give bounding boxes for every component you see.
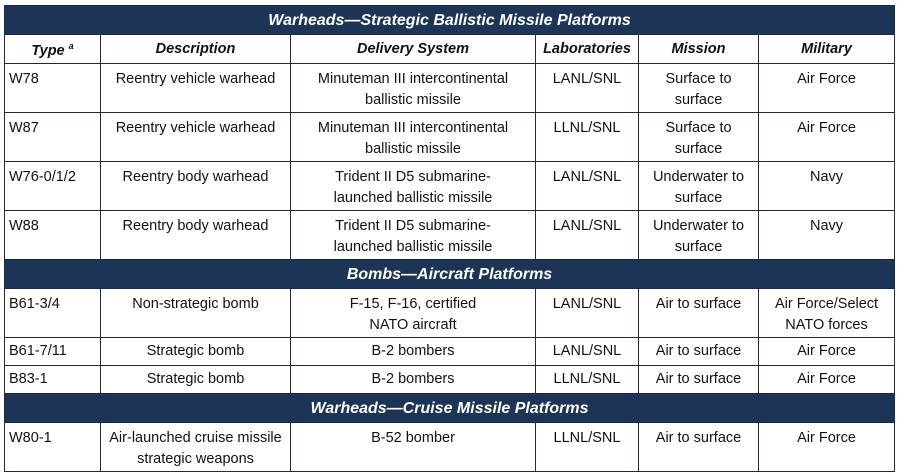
table-row	[5, 211, 895, 260]
cell-labs: LANL/SNL	[536, 211, 639, 260]
cell-delivery-line: ballistic missile	[365, 92, 461, 108]
cell-military-line: Air Force	[797, 71, 856, 87]
cell-type: B83-1	[5, 366, 101, 394]
table-row	[5, 289, 895, 338]
cell-labs: LANL/SNL	[536, 64, 639, 113]
cell-military-line: NATO forces	[785, 317, 868, 333]
cell-mission	[639, 366, 759, 394]
cell-delivery	[291, 338, 536, 366]
cell-mission	[639, 338, 759, 366]
cell-military	[759, 113, 895, 162]
cell-delivery-line: launched ballistic missile	[333, 239, 493, 255]
cell-military-line: Air Force	[797, 343, 856, 359]
cell-military	[759, 338, 895, 366]
cell-delivery	[291, 64, 536, 113]
cell-military-line: Air Force	[797, 430, 856, 446]
cell-delivery	[291, 289, 536, 338]
cell-description: Reentry vehicle warhead	[101, 64, 291, 113]
cell-delivery-line: F-15, F-16, certified	[349, 296, 477, 312]
cell-type: W80-1	[5, 423, 101, 472]
section-title: Bombs—Aircraft Platforms	[5, 260, 895, 289]
cell-description: Reentry body warhead	[101, 211, 291, 260]
col-description-header: Description	[101, 35, 291, 64]
cell-delivery-line: NATO aircraft	[369, 317, 457, 333]
cell-mission	[639, 211, 759, 260]
cell-mission-line: Air to surface	[655, 343, 742, 359]
section-band	[5, 394, 895, 423]
table-row	[5, 64, 895, 113]
cell-type: W78	[5, 64, 101, 113]
cell-military-line: Navy	[809, 169, 844, 185]
table-row	[5, 338, 895, 366]
cell-mission-line: surface	[674, 190, 723, 206]
cell-mission-line: Surface to	[665, 71, 732, 87]
col-delivery-header: Delivery System	[291, 35, 536, 64]
cell-military-line: Air Force	[797, 120, 856, 136]
cell-delivery	[291, 113, 536, 162]
cell-mission-line: surface	[674, 239, 723, 255]
cell-mission	[639, 64, 759, 113]
section-title: Warheads—Cruise Missile Platforms	[5, 394, 895, 423]
cell-labs: LANL/SNL	[536, 162, 639, 211]
header-row	[5, 35, 895, 64]
cell-delivery	[291, 162, 536, 211]
cell-mission-line: Surface to	[665, 120, 732, 136]
cell-delivery-line: Minuteman III intercontinental	[317, 120, 509, 136]
table-row	[5, 113, 895, 162]
cell-military-line: Air Force/Select	[774, 296, 879, 312]
cell-military	[759, 162, 895, 211]
cell-delivery-line: ballistic missile	[365, 141, 461, 157]
section-band	[5, 6, 895, 35]
cell-mission-line: Underwater to	[652, 218, 745, 234]
cell-type: B61-3/4	[5, 289, 101, 338]
cell-mission	[639, 113, 759, 162]
cell-type: W76-0/1/2	[5, 162, 101, 211]
cell-description: Air-launched cruise missile strategic weapons	[101, 423, 291, 472]
cell-description: Non-strategic bomb	[101, 289, 291, 338]
cell-mission	[639, 423, 759, 472]
cell-military	[759, 423, 895, 472]
cell-military	[759, 289, 895, 338]
cell-description: Strategic bomb	[101, 366, 291, 394]
col-type-label: Type	[31, 42, 65, 59]
section-title: Warheads—Strategic Ballistic Missile Platforms	[5, 6, 895, 35]
section-band	[5, 260, 895, 289]
cell-mission	[639, 162, 759, 211]
col-labs-header: Laboratories	[536, 35, 639, 64]
cell-type: W88	[5, 211, 101, 260]
cell-labs: LANL/SNL	[536, 338, 639, 366]
cell-delivery-line: B-2 bombers	[371, 371, 455, 387]
cell-military	[759, 64, 895, 113]
cell-military-line: Air Force	[797, 371, 856, 387]
cell-delivery	[291, 366, 536, 394]
weapons-table	[4, 5, 895, 472]
col-mission-header: Mission	[639, 35, 759, 64]
cell-mission-line: Air to surface	[655, 296, 742, 312]
table-row	[5, 423, 895, 472]
cell-mission-line: Air to surface	[655, 430, 742, 446]
cell-military	[759, 366, 895, 394]
cell-type: B61-7/11	[5, 338, 101, 366]
cell-labs: LLNL/SNL	[536, 113, 639, 162]
weapons-table-body	[5, 6, 895, 472]
cell-labs: LLNL/SNL	[536, 423, 639, 472]
table-row	[5, 366, 895, 394]
table-row	[5, 162, 895, 211]
cell-mission-line: surface	[674, 92, 723, 108]
cell-mission-line: surface	[674, 141, 723, 157]
col-type-header	[5, 35, 101, 64]
col-military-header: Military	[759, 35, 895, 64]
cell-delivery	[291, 211, 536, 260]
cell-delivery-line: B-52 bomber	[371, 430, 455, 446]
cell-description: Strategic bomb	[101, 338, 291, 366]
cell-military	[759, 211, 895, 260]
cell-delivery-line: Trident II D5 submarine-	[335, 218, 491, 234]
cell-delivery-line: Minuteman III intercontinental	[317, 71, 509, 87]
cell-mission-line: Underwater to	[652, 169, 745, 185]
cell-description: Reentry vehicle warhead	[101, 113, 291, 162]
cell-description: Reentry body warhead	[101, 162, 291, 211]
cell-labs: LANL/SNL	[536, 289, 639, 338]
cell-mission	[639, 289, 759, 338]
cell-type: W87	[5, 113, 101, 162]
cell-labs: LLNL/SNL	[536, 366, 639, 394]
cell-military-line: Navy	[809, 218, 844, 234]
cell-delivery	[291, 423, 536, 472]
cell-delivery-line: Trident II D5 submarine-	[335, 169, 491, 185]
cell-delivery-line: launched ballistic missile	[333, 190, 493, 206]
cell-delivery-line: B-2 bombers	[371, 343, 455, 359]
footnote-marker: a	[68, 41, 74, 52]
cell-mission-line: Air to surface	[655, 371, 742, 387]
